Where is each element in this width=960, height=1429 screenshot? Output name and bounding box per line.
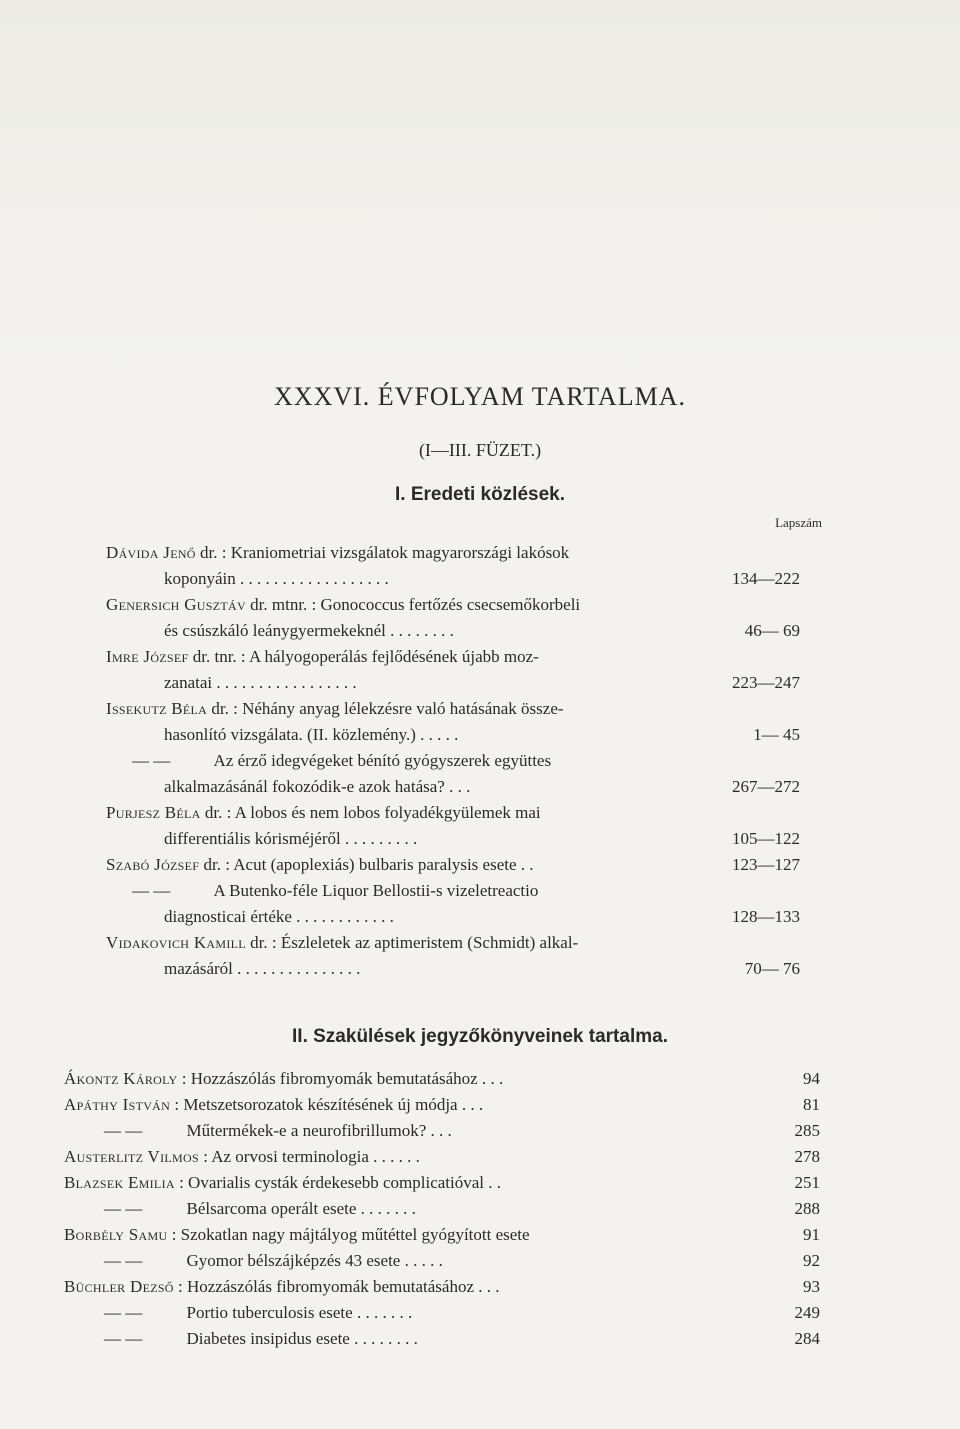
page-range: 105—122 bbox=[732, 829, 800, 848]
page-range: 134—222 bbox=[732, 569, 800, 588]
section-heading-2: II. Szakülések jegyzőkönyveinek tartalma. bbox=[292, 1026, 668, 1047]
author: Szabó József bbox=[106, 855, 200, 874]
entry-text: hasonlító vizsgálata. (II. közlemény.) . . . . . bbox=[164, 725, 459, 744]
page-number-label: Lapszám bbox=[775, 515, 822, 530]
entry-text: dr. : Néhány anyag lélekzésre való hatásának össze- bbox=[207, 699, 564, 718]
page-number: 251 bbox=[794, 1173, 820, 1192]
list-item bbox=[0, 1144, 960, 1170]
ditto-mark: — — bbox=[132, 751, 171, 770]
list-item bbox=[0, 592, 960, 618]
list-item bbox=[0, 1092, 960, 1118]
entry-text: Az érző idegvégeket bénító gyógyszerek együttes bbox=[210, 751, 552, 770]
entry-text: : Hozzászólás fibromyomák bemutatásához . . . bbox=[177, 1069, 504, 1088]
page-number: 284 bbox=[794, 1329, 820, 1348]
author: Purjesz Béla bbox=[106, 803, 201, 822]
author: Dávida Jenő bbox=[106, 543, 196, 562]
entry-text: és csúszkáló leánygyermekeknél . . . . . . . . bbox=[164, 621, 454, 640]
author: Imre József bbox=[106, 647, 189, 666]
entry-text: differentiális kórisméjéről . . . . . . . . . bbox=[164, 829, 418, 848]
list-item-continuation bbox=[0, 826, 960, 852]
list-item-continuation bbox=[0, 956, 960, 982]
author: Apáthy István bbox=[64, 1095, 171, 1114]
entry-text: dr. : Acut (apoplexiás) bulbaris paralysis esete . . bbox=[199, 855, 534, 874]
list-item-continuation bbox=[0, 618, 960, 644]
author: Borbély Samu bbox=[64, 1225, 168, 1244]
ditto-mark: — — bbox=[104, 1121, 143, 1140]
entry-text: Műtermékek-e a neurofibrillumok? . . . bbox=[182, 1121, 452, 1140]
entry-text: koponyáin . . . . . . . . . . . . . . . . . . bbox=[164, 569, 389, 588]
list-item-continuation bbox=[0, 566, 960, 592]
page-range: 46— 69 bbox=[744, 621, 800, 640]
entry-text: dr. : Kraniometriai vizsgálatok magyarországi lakósok bbox=[195, 543, 570, 562]
page-title: XXXVI. ÉVFOLYAM TARTALMA. bbox=[274, 382, 686, 411]
page-number: 93 bbox=[803, 1277, 820, 1296]
page-range: 70— 76 bbox=[744, 959, 800, 978]
list-item bbox=[0, 1196, 960, 1222]
page-number: 278 bbox=[794, 1147, 820, 1166]
bleed-through-text bbox=[80, 200, 820, 382]
entry-text: alkalmazásánál fokozódik-e azok hatása? . . . bbox=[164, 777, 471, 796]
page-number: 288 bbox=[794, 1199, 820, 1218]
list-item bbox=[0, 1170, 960, 1196]
entry-text: zanatai . . . . . . . . . . . . . . . . . bbox=[164, 673, 357, 692]
entry-text: : Az orvosi terminologia . . . . . . bbox=[198, 1147, 420, 1166]
entry-text: diagnosticai értéke . . . . . . . . . . . . bbox=[164, 907, 394, 926]
list-item bbox=[0, 1248, 960, 1274]
section-heading-1: I. Eredeti közlések. bbox=[394, 484, 566, 505]
list-item bbox=[0, 540, 960, 566]
author: Vidakovich Kamill bbox=[106, 933, 246, 952]
entry-text: : Szokatlan nagy májtályog műtéttel gyógyított esete bbox=[167, 1225, 530, 1244]
entry-text: dr. : Észleletek az aptimeristem (Schmidt) alkal- bbox=[245, 933, 579, 952]
page-number: 81 bbox=[803, 1095, 820, 1114]
page-range: 123—127 bbox=[732, 855, 800, 874]
entry-text: mazásáról . . . . . . . . . . . . . . . bbox=[164, 959, 361, 978]
author: Ákontz Károly bbox=[64, 1069, 178, 1088]
page-range: 128—133 bbox=[732, 907, 800, 926]
author: Blazsek Emilia bbox=[64, 1173, 175, 1192]
entry-text: Diabetes insipidus esete . . . . . . . . bbox=[182, 1329, 418, 1348]
list-item-continuation bbox=[0, 722, 960, 748]
entry-text: : Metszetsorozatok készítésének új módja . . . bbox=[170, 1095, 484, 1114]
list-item-continuation bbox=[0, 774, 960, 800]
list-item bbox=[0, 1300, 960, 1326]
entry-text: Portio tuberculosis esete . . . . . . . bbox=[182, 1303, 413, 1322]
page-range: 1— 45 bbox=[753, 725, 800, 744]
page-number: 91 bbox=[803, 1225, 820, 1244]
list-item bbox=[0, 1326, 960, 1352]
list-item bbox=[0, 1118, 960, 1144]
list-item bbox=[0, 878, 960, 904]
entry-text: : Hozzászólás fibromyomák bemutatásához . . . bbox=[173, 1277, 500, 1296]
list-item-continuation bbox=[0, 670, 960, 696]
author: Issekutz Béla bbox=[106, 699, 208, 718]
author: Genersich Gusztáv bbox=[106, 595, 246, 614]
page-subtitle: (I—III. FÜZET.) bbox=[418, 440, 542, 460]
list-item bbox=[0, 696, 960, 722]
entry-text: : Ovarialis cysták érdekesebb complicatióval . . bbox=[174, 1173, 502, 1192]
ditto-mark: — — bbox=[104, 1329, 143, 1348]
list-item bbox=[0, 1222, 960, 1248]
author: Büchler Dezső bbox=[64, 1277, 174, 1296]
ditto-mark: — — bbox=[132, 881, 171, 900]
entry-text: Gyomor bélszájképzés 43 esete . . . . . bbox=[182, 1251, 443, 1270]
ditto-mark: — — bbox=[104, 1199, 143, 1218]
ditto-mark: — — bbox=[104, 1251, 143, 1270]
entry-text: dr. : A lobos és nem lobos folyadékgyülemek mai bbox=[200, 803, 541, 822]
page-number: 92 bbox=[803, 1251, 820, 1270]
list-item bbox=[0, 748, 960, 774]
list-item bbox=[0, 930, 960, 956]
page-number: 249 bbox=[794, 1303, 820, 1322]
entry-text: A Butenko-féle Liquor Bellostii-s vizeletreactio bbox=[210, 881, 539, 900]
list-item-continuation bbox=[0, 904, 960, 930]
page-range: 267—272 bbox=[732, 777, 800, 796]
ditto-mark: — — bbox=[104, 1303, 143, 1322]
list-item bbox=[0, 1274, 960, 1300]
list-item bbox=[0, 800, 960, 826]
page-number: 94 bbox=[803, 1069, 820, 1088]
page-number: 285 bbox=[794, 1121, 820, 1140]
entry-text: dr. tnr. : A hályogoperálás fejlődésének újabb moz- bbox=[188, 647, 539, 666]
list-item bbox=[0, 644, 960, 670]
entry-text: Bélsarcoma operált esete . . . . . . . bbox=[182, 1199, 416, 1218]
page-range: 223—247 bbox=[732, 673, 800, 692]
author: Austerlitz Vilmos bbox=[64, 1147, 199, 1166]
list-item bbox=[0, 1066, 960, 1092]
entry-text: dr. mtnr. : Gonococcus fertőzés csecsemőkorbeli bbox=[245, 595, 581, 614]
list-item bbox=[0, 852, 960, 878]
